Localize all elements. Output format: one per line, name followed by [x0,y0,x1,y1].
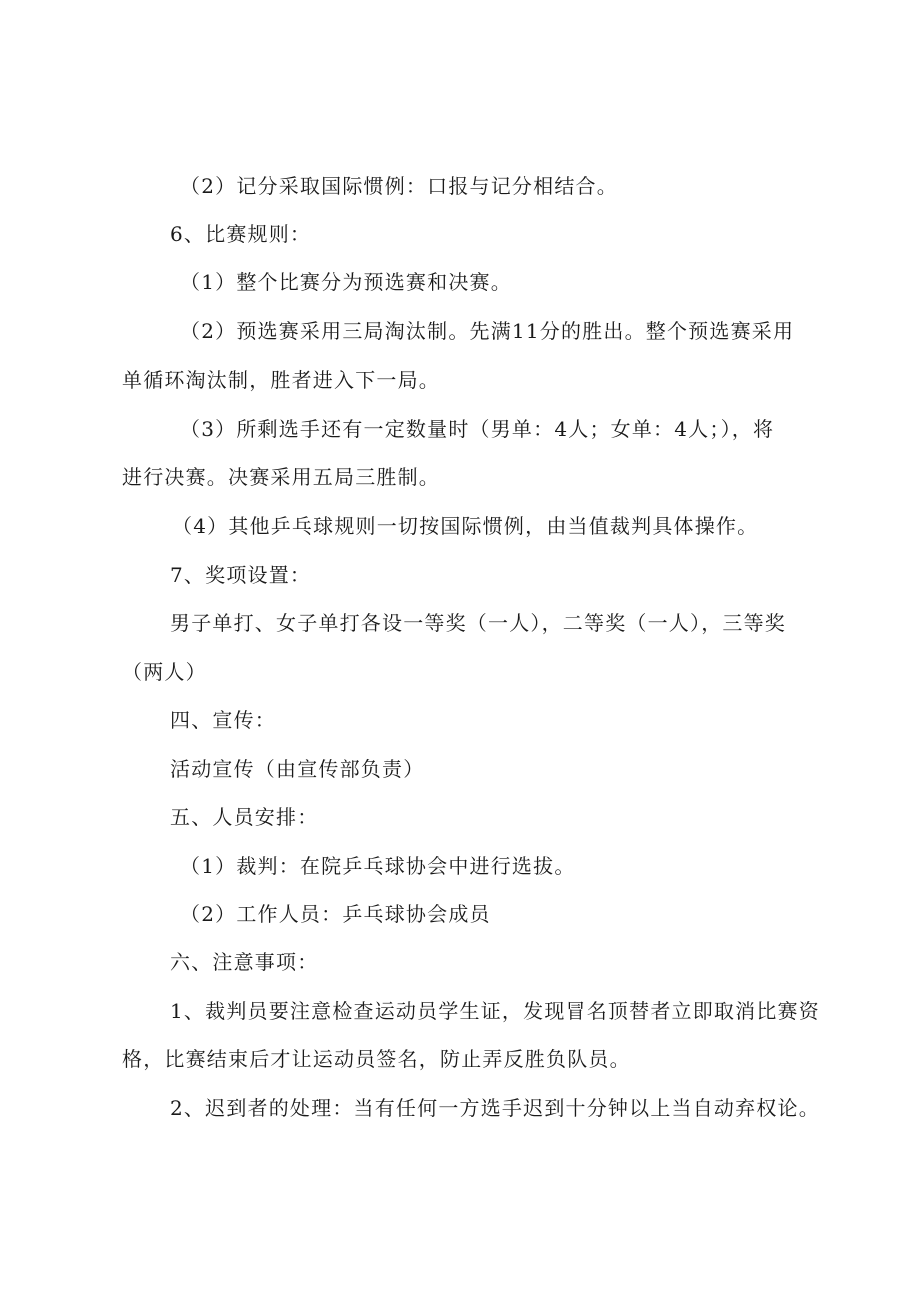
section-heading: 四、宣传： [170,708,276,732]
section-heading: 五、人员安排： [170,805,319,829]
paragraph-line: （1）裁判：在院乒乓球协会中进行选拔。 [180,854,576,878]
section-heading: 6、比赛规则： [170,222,312,246]
paragraph-line: 格，比赛结束后才让运动员签名，防止弄反胜负队员。 [122,1047,631,1071]
paragraph-line: （2）预选赛采用三局淘汰制。先满11分的胜出。整个预选赛采用 [180,319,795,343]
paragraph-line: 1、裁判员要注意检查运动员学生证，发现冒名顶替者立即取消比赛资 [170,999,820,1023]
paragraph-line: （两人） [122,660,207,684]
paragraph-line: （3）所剩选手还有一定数量时（男单：4人；女单：4人；），将 [180,417,775,441]
paragraph-line: （1）整个比赛分为预选赛和决赛。 [180,270,512,294]
paragraph-line: （4）其他乒乓球规则一切按国际惯例，由当值裁判具体操作。 [172,514,759,538]
paragraph-line: （2）工作人员：乒乓球协会成员 [180,902,491,926]
paragraph-line: 单循环淘汰制，胜者进入下一局。 [122,368,440,392]
section-heading: 六、注意事项： [170,950,319,974]
paragraph-line: 活动宣传（由宣传部负责） [170,757,425,781]
section-heading: 7、奖项设置： [170,563,312,587]
paragraph-line: 男子单打、女子单打各设一等奖（一人），二等奖（一人），三等奖 [170,611,786,635]
paragraph-line: 进行决赛。决赛采用五局三胜制。 [122,465,440,489]
paragraph-line: （2）记分采取国际惯例：口报与记分相结合。 [180,174,618,198]
paragraph-line: 2、迟到者的处理：当有任何一方选手迟到十分钟以上当自动弃权论。 [170,1096,820,1120]
